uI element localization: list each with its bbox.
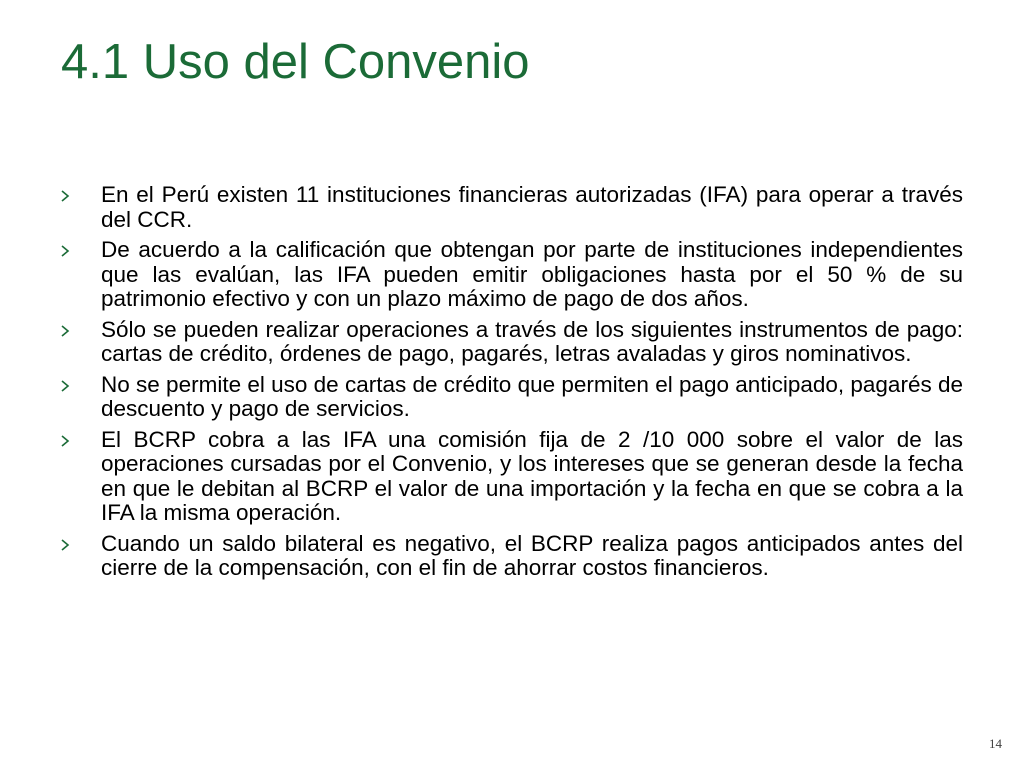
chevron-right-icon [61,183,101,209]
bullet-text: No se permite el uso de cartas de crédito que permiten el pago anticipado, pagarés de descuento y pago de servicios. [101,371,963,421]
chevron-right-icon [61,373,101,399]
bullet-item [61,532,963,581]
bullet-list [61,183,963,587]
chevron-right-icon [61,318,101,344]
bullet-text: Cuando un saldo bilateral es negativo, el BCRP realiza pagos anticipados antes del cierre de la compensación, con el fin de ahorrar costos financieros. [101,530,963,580]
slide-title: 4.1 Uso del Convenio [61,35,530,89]
page-number: 14 [989,736,1002,751]
chevron-right-icon [61,238,101,264]
bullet-item [61,428,963,526]
bullet-item [61,373,963,422]
bullet-text: De acuerdo a la calificación que obtengan por parte de instituciones independientes que las evalúan, las IFA pueden emitir obligaciones hasta por el 50 % de su patrimonio efectivo y con un plazo máximo de pago de dos años. [101,237,963,311]
chevron-right-icon [61,532,101,558]
bullet-item [61,318,963,367]
bullet-item [61,238,963,312]
bullet-text: Sólo se pueden realizar operaciones a través de los siguientes instrumentos de pago: cartas de crédito, órdenes de pago, pagarés, letras avaladas y giros nominativos. [101,316,963,366]
bullet-item [61,183,963,232]
bullet-text: En el Perú existen 11 instituciones financieras autorizadas (IFA) para operar a través del CCR. [101,182,963,232]
chevron-right-icon [61,428,101,454]
bullet-text: El BCRP cobra a las IFA una comisión fija de 2 /10 000 sobre el valor de las operaciones cursadas por el Convenio, y los intereses que se generan desde la fecha en que le debitan al BCRP el valor de una importación y la fecha en que se cobra a la IFA la misma operación. [101,426,963,525]
